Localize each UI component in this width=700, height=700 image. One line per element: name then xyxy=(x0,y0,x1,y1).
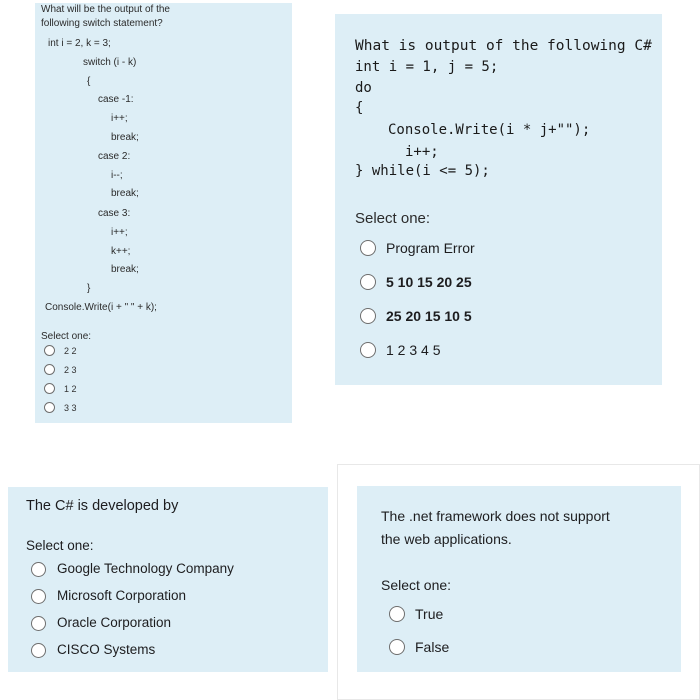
radio-option-4[interactable] xyxy=(31,643,46,658)
code-line: k++; xyxy=(111,246,131,257)
radio-option-3[interactable] xyxy=(360,308,376,324)
option-label-3: Oracle Corporation xyxy=(57,615,172,630)
code-line: { xyxy=(87,76,91,87)
code-line: Console.Write(i * j+""); xyxy=(388,122,591,138)
radio-option-4[interactable] xyxy=(44,402,55,413)
radio-option-1[interactable] xyxy=(44,345,55,356)
select-one-label: Select one: xyxy=(381,577,452,593)
radio-option-1[interactable] xyxy=(360,240,376,256)
code-line: i++; xyxy=(111,113,128,124)
option-label-4: CISCO Systems xyxy=(57,642,156,657)
select-one-label: Select one: xyxy=(41,331,92,342)
code-line: case -1: xyxy=(98,94,134,105)
question-card-switch xyxy=(35,3,292,423)
option-label-2: Microsoft Corporation xyxy=(57,588,187,603)
radio-option-2[interactable] xyxy=(44,364,55,375)
code-line: case 3: xyxy=(98,208,131,219)
option-label-2: 5 10 15 20 25 xyxy=(386,274,472,290)
code-line: } while(i <= 5); xyxy=(355,163,490,179)
radio-option-4[interactable] xyxy=(360,342,376,358)
radio-option-3[interactable] xyxy=(44,383,55,394)
option-label-1: 2 2 xyxy=(64,346,77,356)
option-label-2: 2 3 xyxy=(64,365,77,375)
option-label-3: 25 20 15 10 5 xyxy=(386,308,472,324)
radio-option-false[interactable] xyxy=(389,639,405,655)
question-text-line-2: following switch statement? xyxy=(41,18,163,29)
option-label-1: Google Technology Company xyxy=(57,561,234,576)
option-label-3: 1 2 xyxy=(64,384,77,394)
radio-option-2[interactable] xyxy=(31,589,46,604)
question-card-csharp-developer xyxy=(8,487,328,672)
code-line: i++; xyxy=(405,144,439,160)
code-line: break; xyxy=(111,264,139,275)
option-label-4: 3 3 xyxy=(64,403,77,413)
code-line: break; xyxy=(111,188,139,199)
question-text-line-1: What will be the output of the xyxy=(41,4,170,15)
code-line: case 2: xyxy=(98,151,131,162)
code-line: Console.Write(i + " " + k); xyxy=(45,302,157,313)
question-card-do-while xyxy=(335,14,662,385)
option-label-4: 1 2 3 4 5 xyxy=(386,342,441,358)
code-line: break; xyxy=(111,132,139,143)
question-text: What is output of the following C# xyxy=(355,38,652,54)
question-text: The C# is developed by xyxy=(26,498,179,514)
option-label-false: False xyxy=(415,639,450,655)
radio-option-1[interactable] xyxy=(31,562,46,577)
radio-option-true[interactable] xyxy=(389,606,405,622)
code-line: } xyxy=(87,283,91,294)
code-line: switch (i - k) xyxy=(83,57,137,68)
code-line: int i = 2, k = 3; xyxy=(48,38,111,49)
question-text-line-2: the web applications. xyxy=(381,531,512,547)
option-label-true: True xyxy=(415,606,444,622)
radio-option-3[interactable] xyxy=(31,616,46,631)
code-line: do xyxy=(355,80,372,96)
question-card-dotnet-web xyxy=(357,486,681,672)
question-text-line-1: The .net framework does not support xyxy=(381,508,610,524)
radio-option-2[interactable] xyxy=(360,274,376,290)
select-one-label: Select one: xyxy=(26,538,94,553)
code-line: i--; xyxy=(111,170,123,181)
code-line: { xyxy=(355,100,364,116)
code-line: i++; xyxy=(111,227,128,238)
select-one-label: Select one: xyxy=(355,210,431,227)
option-label-1: Program Error xyxy=(386,240,475,256)
code-line: int i = 1, j = 5; xyxy=(355,59,499,75)
